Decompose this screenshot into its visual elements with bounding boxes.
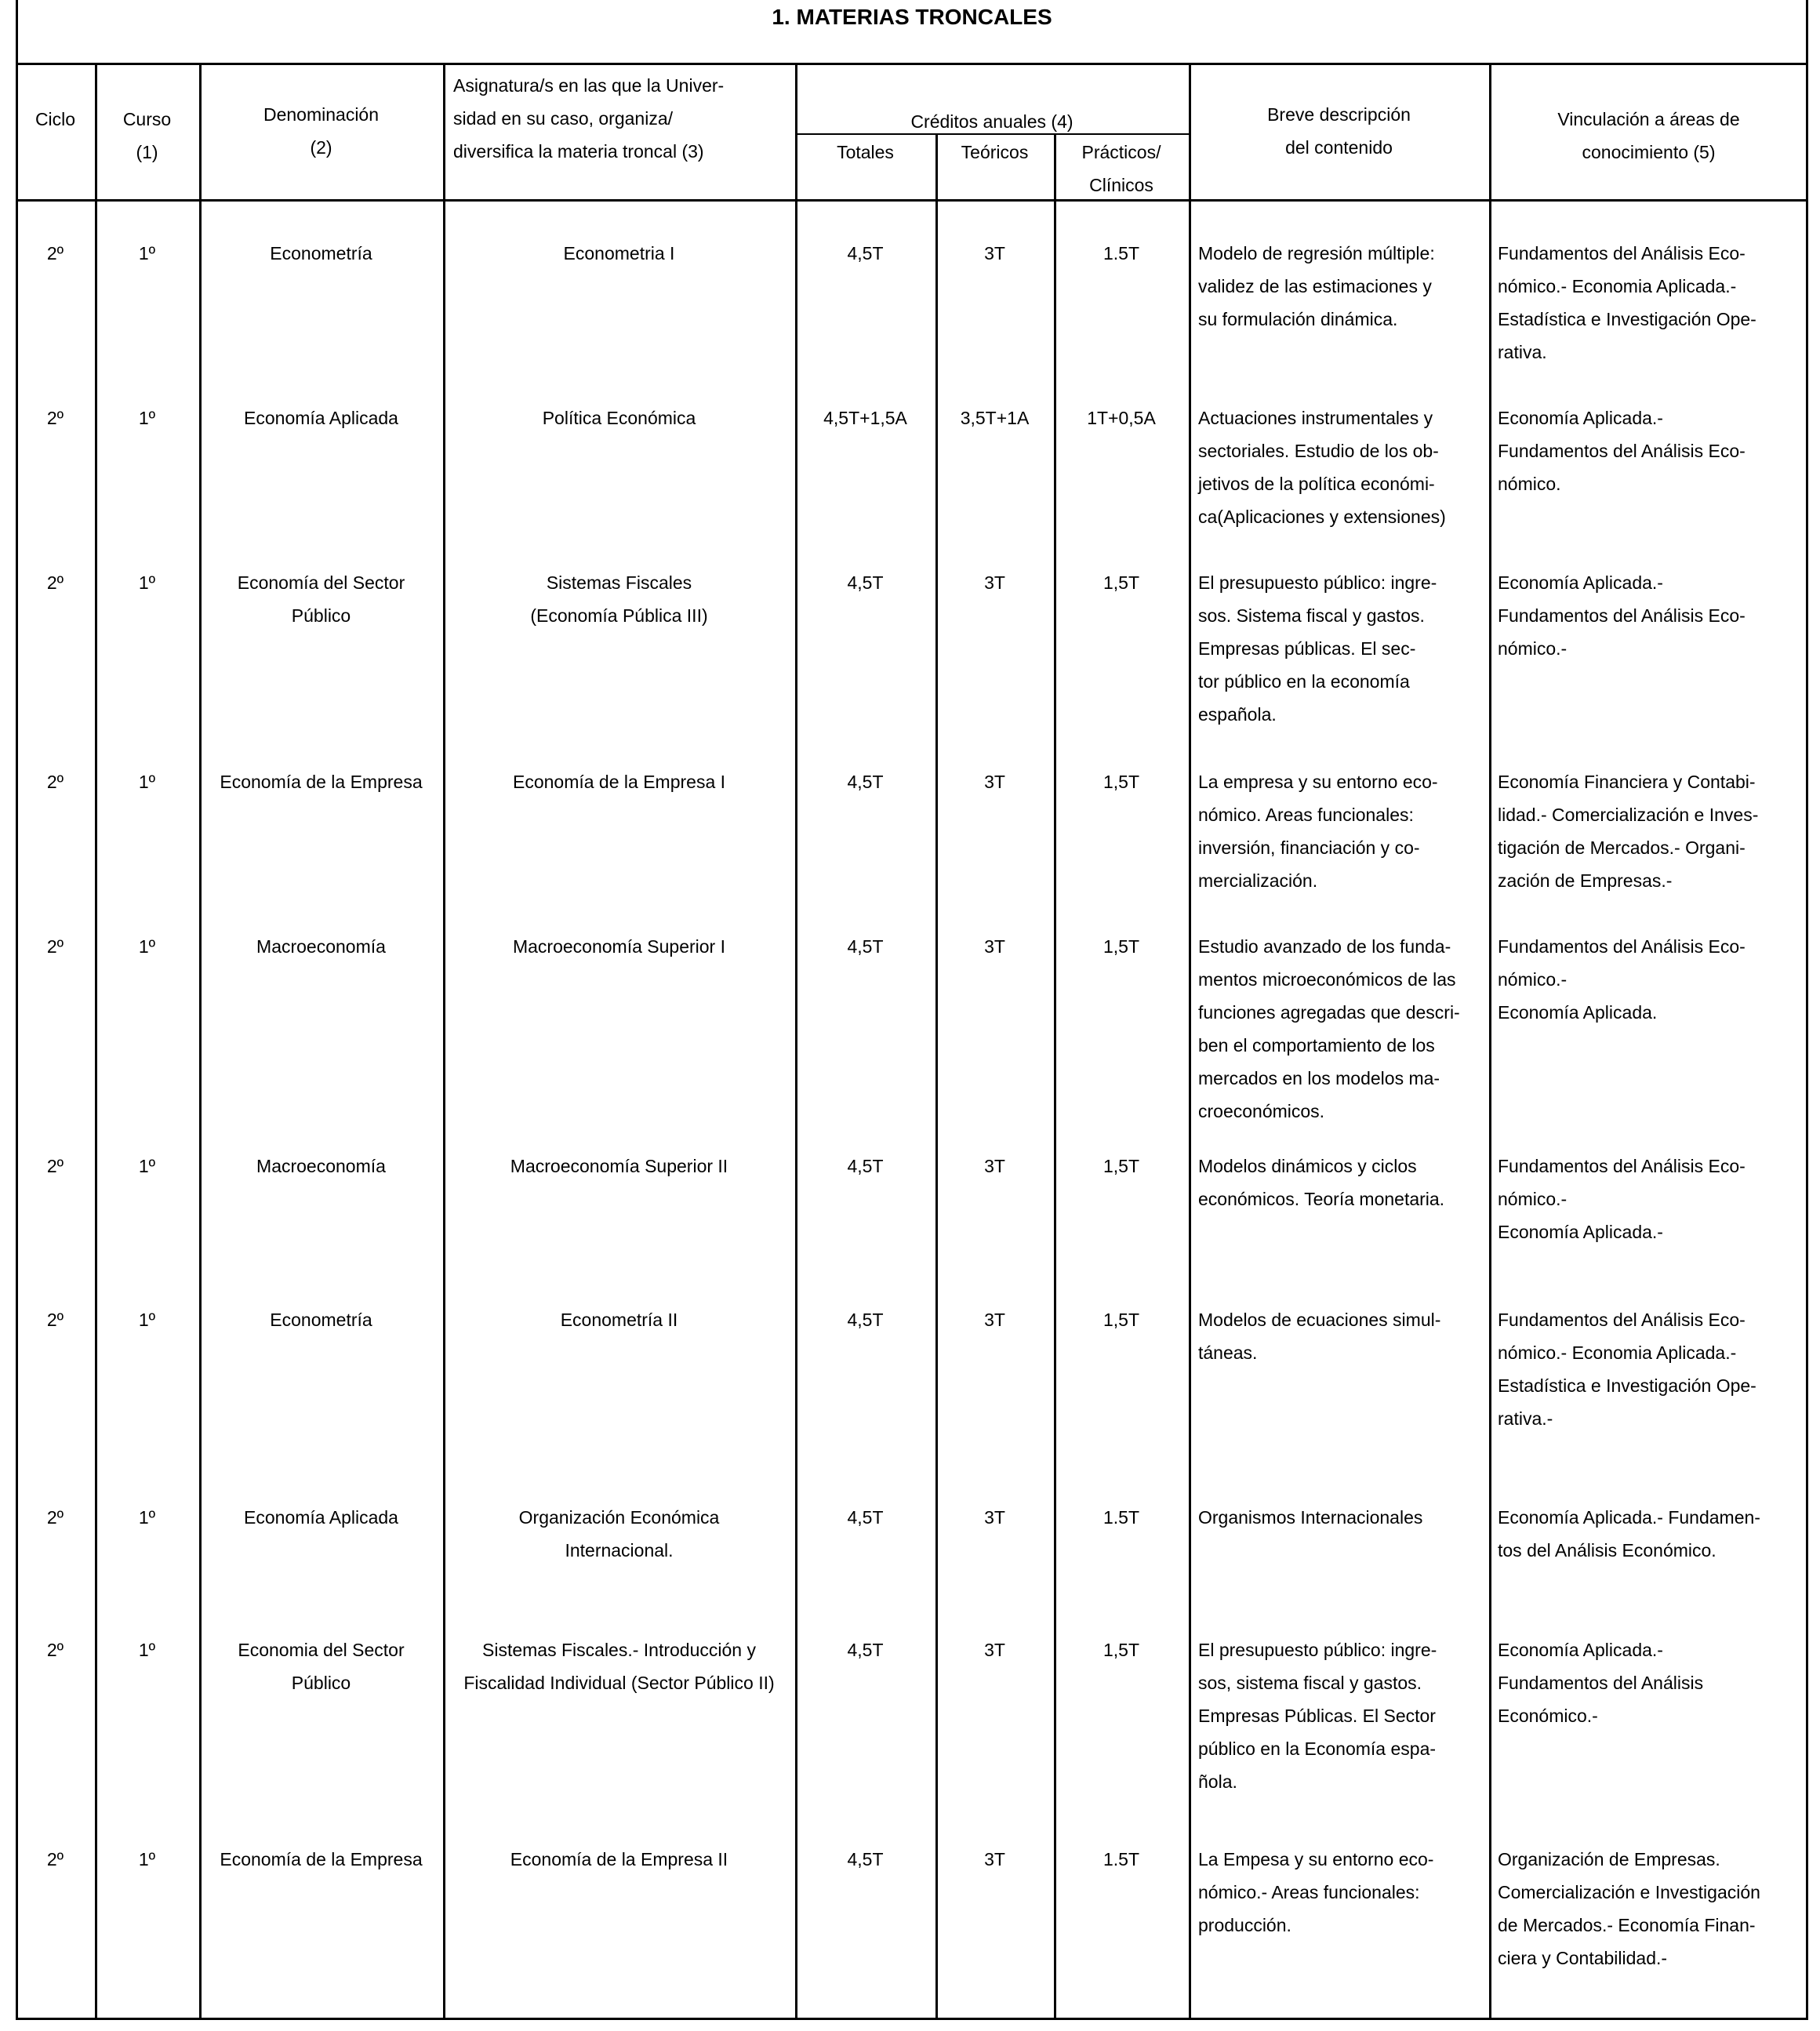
cell-vinculacion-line: Fundamentos del Análisis Eco- xyxy=(1498,243,1746,263)
cell-vinculacion xyxy=(1498,1843,1805,1975)
cell-asignatura-line: Macroeconomía Superior I xyxy=(512,936,725,957)
cell-descripcion-line: española. xyxy=(1198,704,1277,725)
cell-vinculacion xyxy=(1498,566,1805,665)
cell-descripcion-line: mercialización. xyxy=(1198,870,1318,891)
cell-vinculacion-line: rativa.- xyxy=(1498,1408,1553,1429)
cell-descripcion-line: económicos. Teoría monetaria. xyxy=(1198,1189,1445,1209)
cell-denominacion xyxy=(199,1150,443,1183)
cell-asignatura xyxy=(443,566,795,632)
cell-vinculacion-line: Organización de Empresas. xyxy=(1498,1849,1720,1869)
cell-asignatura-line: Política Económica xyxy=(542,408,696,428)
header-denominacion xyxy=(199,98,443,164)
header-vinculacion-line: Vinculación a áreas de xyxy=(1557,109,1740,129)
cell-curso: 1º xyxy=(138,408,156,428)
cell-practicos: 1,5T xyxy=(1103,1156,1140,1176)
cell-vinculacion-line: tos del Análisis Económico. xyxy=(1498,1540,1716,1560)
col-divider xyxy=(1189,63,1191,2020)
col-divider xyxy=(443,63,445,2020)
cell-curso: 1º xyxy=(138,936,156,957)
cell-denominacion xyxy=(199,237,443,270)
cell-curso: 1º xyxy=(138,1310,156,1330)
cell-vinculacion-line: tigación de Mercados.- Organi- xyxy=(1498,837,1746,858)
cell-vinculacion-line: Economía Aplicada.- xyxy=(1498,572,1663,593)
cell-ciclo: 2º xyxy=(46,772,64,792)
cell-ciclo: 2º xyxy=(46,572,64,593)
cell-vinculacion-line: Economía Aplicada.- xyxy=(1498,1640,1663,1660)
cell-teoricos: 3T xyxy=(984,572,1005,593)
cell-ciclo: 2º xyxy=(46,1849,64,1869)
cell-ciclo: 2º xyxy=(46,1156,64,1176)
cell-vinculacion xyxy=(1498,765,1805,897)
cell-denominacion-line: Economía Aplicada xyxy=(244,1507,398,1528)
cell-descripcion-line: validez de las estimaciones y xyxy=(1198,276,1432,296)
cell-denominacion xyxy=(199,1501,443,1534)
cell-descripcion-line: sos. Sistema fiscal y gastos. xyxy=(1198,605,1425,626)
header-practicos-line: Clínicos xyxy=(1089,175,1153,195)
cell-curso: 1º xyxy=(138,1507,156,1528)
cell-vinculacion-line: Fundamentos del Análisis Eco- xyxy=(1498,936,1746,957)
cell-asignatura xyxy=(443,1843,795,1876)
header-teoricos: Teóricos xyxy=(961,142,1029,162)
cell-descripcion-line: nómico.- Areas funcionales: xyxy=(1198,1882,1420,1902)
cell-asignatura xyxy=(443,1150,795,1183)
cell-denominacion xyxy=(199,1843,443,1876)
cell-ciclo: 2º xyxy=(46,1640,64,1660)
cell-teoricos: 3T xyxy=(984,1310,1005,1330)
cell-teoricos: 3,5T+1A xyxy=(960,408,1030,428)
cell-ciclo: 2º xyxy=(46,408,64,428)
cell-vinculacion-line: Estadística e Investigación Ope- xyxy=(1498,309,1756,329)
cell-teoricos: 3T xyxy=(984,1849,1005,1869)
header-curso-line: (1) xyxy=(136,142,158,162)
cell-asignatura xyxy=(443,237,795,270)
table-title: 1. MATERIAS TRONCALES xyxy=(18,0,1806,65)
cell-practicos: 1,5T xyxy=(1103,936,1140,957)
cell-teoricos: 3T xyxy=(984,1507,1005,1528)
cell-denominacion xyxy=(199,765,443,798)
header-creditos: Créditos anuales (4) xyxy=(910,111,1073,132)
cell-vinculacion-line: Comercialización e Investigación xyxy=(1498,1882,1760,1902)
header-descripcion xyxy=(1189,98,1489,164)
header-ciclo: Ciclo xyxy=(35,109,76,129)
cell-curso: 1º xyxy=(138,772,156,792)
header-practicos xyxy=(1054,136,1189,202)
cell-descripcion-line: La Empesa y su entorno eco- xyxy=(1198,1849,1434,1869)
cell-teoricos: 3T xyxy=(984,772,1005,792)
col-divider xyxy=(95,63,97,2020)
cell-vinculacion-line: Fundamentos del Análisis Eco- xyxy=(1498,1310,1746,1330)
cell-denominacion-line: Econometría xyxy=(270,243,372,263)
cell-asignatura-line: Organización Económica xyxy=(518,1507,720,1528)
cell-asignatura-line: Econometria I xyxy=(563,243,675,263)
cell-denominacion xyxy=(199,1633,443,1699)
cell-vinculacion xyxy=(1498,1633,1805,1732)
cell-asignatura-line: Econometría II xyxy=(560,1310,678,1330)
cell-vinculacion-line: Fundamentos del Análisis Eco- xyxy=(1498,1156,1746,1176)
cell-descripcion-line: nómico. Areas funcionales: xyxy=(1198,805,1414,825)
cell-denominacion-line: Público xyxy=(291,1673,351,1693)
cell-descripcion-line: La empresa y su entorno eco- xyxy=(1198,772,1438,792)
cell-descripcion xyxy=(1198,566,1485,731)
cell-practicos: 1.5T xyxy=(1103,1507,1140,1528)
cell-vinculacion-line: lidad.- Comercialización e Inves- xyxy=(1498,805,1759,825)
cell-descripcion xyxy=(1198,930,1485,1128)
cell-vinculacion-line: Fundamentos del Análisis xyxy=(1498,1673,1704,1693)
cell-vinculacion-line: Economía Aplicada.- xyxy=(1498,408,1663,428)
cell-denominacion-line: Economía Aplicada xyxy=(244,408,398,428)
header-asignatura-line: Asignatura/s en las que la Univer- xyxy=(453,75,725,96)
cell-descripcion-line: El presupuesto público: ingre- xyxy=(1198,1640,1437,1660)
cell-practicos: 1T+0,5A xyxy=(1087,408,1156,428)
cell-vinculacion-line: zación de Empresas.- xyxy=(1498,870,1673,891)
cell-descripcion-line: funciones agregadas que descri- xyxy=(1198,1002,1460,1023)
cell-descripcion-line: público en la Economía espa- xyxy=(1198,1739,1437,1759)
cell-totales: 4,5T xyxy=(847,936,884,957)
header-denominacion-line: (2) xyxy=(310,137,332,158)
cell-curso: 1º xyxy=(138,572,156,593)
cell-descripcion-line: jetivos de la política económi- xyxy=(1198,474,1435,494)
cell-descripcion-line: Actuaciones instrumentales y xyxy=(1198,408,1433,428)
cell-asignatura xyxy=(443,401,795,434)
header-asignatura-line: sidad en su caso, organiza/ xyxy=(453,108,674,129)
cell-teoricos: 3T xyxy=(984,243,1005,263)
header-vinculacion xyxy=(1489,103,1808,169)
col-divider xyxy=(795,63,797,2020)
cell-asignatura-line: Internacional. xyxy=(565,1540,674,1560)
cell-descripcion-line: táneas. xyxy=(1198,1342,1258,1363)
cell-practicos: 1,5T xyxy=(1103,1310,1140,1330)
header-vinculacion-line: conocimiento (5) xyxy=(1582,142,1716,162)
cell-vinculacion xyxy=(1498,237,1805,369)
cell-curso: 1º xyxy=(138,1156,156,1176)
cell-descripcion-line: tor público en la economía xyxy=(1198,671,1410,692)
col-divider xyxy=(1489,63,1491,2020)
cell-descripcion-line: ca(Aplicaciones y extensiones) xyxy=(1198,507,1446,527)
cell-vinculacion xyxy=(1498,930,1805,1029)
cell-practicos: 1.5T xyxy=(1103,1849,1140,1869)
cell-vinculacion-line: nómico.- xyxy=(1498,1189,1568,1209)
cell-descripcion-line: su formulación dinámica. xyxy=(1198,309,1398,329)
cell-vinculacion xyxy=(1498,1303,1805,1435)
cell-vinculacion-line: Economía Aplicada. xyxy=(1498,1002,1658,1023)
cell-totales: 4,5T xyxy=(847,1507,884,1528)
cell-descripcion-line: inversión, financiación y co- xyxy=(1198,837,1420,858)
cell-descripcion-line: Modelos dinámicos y ciclos xyxy=(1198,1156,1417,1176)
cell-asignatura-line: Economía de la Empresa I xyxy=(512,772,726,792)
cell-totales: 4,5T xyxy=(847,1640,884,1660)
cell-denominacion xyxy=(199,930,443,963)
cell-asignatura-line: Sistemas Fiscales xyxy=(546,572,692,593)
cell-vinculacion-line: Economía Aplicada.- Fundamen- xyxy=(1498,1507,1760,1528)
cell-practicos: 1,5T xyxy=(1103,772,1140,792)
header-practicos-line: Prácticos/ xyxy=(1081,142,1161,162)
cell-asignatura xyxy=(443,765,795,798)
cell-totales: 4,5T xyxy=(847,572,884,593)
cell-denominacion-line: Economia del Sector xyxy=(238,1640,405,1660)
cell-vinculacion-line: nómico. xyxy=(1498,474,1561,494)
cell-ciclo: 2º xyxy=(46,243,64,263)
header-bottom-line xyxy=(16,199,1808,202)
cell-descripcion-line: sos, sistema fiscal y gastos. xyxy=(1198,1673,1422,1693)
cell-descripcion-line: ñola. xyxy=(1198,1771,1237,1792)
cell-teoricos: 3T xyxy=(984,936,1005,957)
cell-descripcion-line: Empresas Públicas. El Sector xyxy=(1198,1706,1436,1726)
cell-denominacion-line: Economía de la Empresa xyxy=(220,1849,423,1869)
cell-asignatura xyxy=(443,1303,795,1336)
cell-descripcion-line: El presupuesto público: ingre- xyxy=(1198,572,1437,593)
cell-vinculacion-line: Fundamentos del Análisis Eco- xyxy=(1498,605,1746,626)
cell-descripcion-line: Estudio avanzado de los funda- xyxy=(1198,936,1451,957)
col-divider xyxy=(199,63,202,2020)
cell-vinculacion-line: nómico.- xyxy=(1498,638,1568,659)
cell-asignatura-line: (Economía Pública III) xyxy=(530,605,708,626)
cell-ciclo: 2º xyxy=(46,936,64,957)
cell-totales: 4,5T xyxy=(847,1849,884,1869)
cell-descripcion xyxy=(1198,765,1485,897)
cell-denominacion-line: Econometría xyxy=(270,1310,372,1330)
cell-asignatura-line: Fiscalidad Individual (Sector Público II) xyxy=(463,1673,775,1693)
header-curso xyxy=(95,103,199,169)
cell-descripcion xyxy=(1198,1633,1485,1798)
cell-denominacion-line: Público xyxy=(291,605,351,626)
cell-curso: 1º xyxy=(138,1849,156,1869)
header-totales: Totales xyxy=(837,142,894,162)
cell-asignatura xyxy=(443,1501,795,1567)
cell-totales: 4,5T xyxy=(847,772,884,792)
cell-denominacion xyxy=(199,1303,443,1336)
cell-curso: 1º xyxy=(138,243,156,263)
cell-descripcion xyxy=(1198,1303,1485,1369)
cell-ciclo: 2º xyxy=(46,1507,64,1528)
cell-descripcion-line: Modelos de ecuaciones simul- xyxy=(1198,1310,1441,1330)
cell-vinculacion xyxy=(1498,401,1805,500)
cell-vinculacion-line: nómico.- xyxy=(1498,969,1568,990)
cell-asignatura-line: Economía de la Empresa II xyxy=(510,1849,728,1869)
cell-practicos: 1,5T xyxy=(1103,1640,1140,1660)
cell-denominacion-line: Macroeconomía xyxy=(256,936,386,957)
header-descripcion-line: del contenido xyxy=(1285,137,1393,158)
cell-practicos: 1.5T xyxy=(1103,243,1140,263)
cell-descripcion-line: croeconómicos. xyxy=(1198,1101,1325,1121)
cell-teoricos: 3T xyxy=(984,1640,1005,1660)
cell-denominacion-line: Macroeconomía xyxy=(256,1156,386,1176)
cell-denominacion xyxy=(199,401,443,434)
cell-asignatura xyxy=(443,1633,795,1699)
cell-vinculacion-line: de Mercados.- Economía Finan- xyxy=(1498,1915,1756,1935)
cell-vinculacion-line: Economía Financiera y Contabi- xyxy=(1498,772,1756,792)
cell-ciclo: 2º xyxy=(46,1310,64,1330)
cell-vinculacion-line: rativa. xyxy=(1498,342,1547,362)
cell-descripcion-line: producción. xyxy=(1198,1915,1291,1935)
cell-curso: 1º xyxy=(138,1640,156,1660)
cell-practicos: 1,5T xyxy=(1103,572,1140,593)
cell-descripcion xyxy=(1198,1843,1485,1942)
cell-teoricos: 3T xyxy=(984,1156,1005,1176)
cell-vinculacion-line: nómico.- Economia Aplicada.- xyxy=(1498,276,1737,296)
cell-totales: 4,5T+1,5A xyxy=(823,408,907,428)
cell-totales: 4,5T xyxy=(847,1310,884,1330)
cell-vinculacion-line: Estadística e Investigación Ope- xyxy=(1498,1375,1756,1396)
cell-vinculacion-line: Fundamentos del Análisis Eco- xyxy=(1498,441,1746,461)
cell-descripcion-line: Organismos Internacionales xyxy=(1198,1507,1423,1528)
cell-descripcion-line: Modelo de regresión múltiple: xyxy=(1198,243,1435,263)
cell-descripcion xyxy=(1198,401,1485,533)
cell-descripcion xyxy=(1198,1501,1485,1534)
cell-vinculacion-line: nómico.- Economia Aplicada.- xyxy=(1498,1342,1737,1363)
cell-asignatura-line: Macroeconomía Superior II xyxy=(510,1156,728,1176)
cell-vinculacion-line: Económico.- xyxy=(1498,1706,1598,1726)
cell-totales: 4,5T xyxy=(847,243,884,263)
cell-descripcion xyxy=(1198,237,1485,336)
cell-asignatura-line: Sistemas Fiscales.- Introducción y xyxy=(482,1640,756,1660)
cell-vinculacion xyxy=(1498,1501,1805,1567)
cell-vinculacion xyxy=(1498,1150,1805,1248)
cell-denominacion-line: Economía de la Empresa xyxy=(220,772,423,792)
header-curso-line: Curso xyxy=(122,109,172,129)
header-descripcion-line: Breve descripción xyxy=(1267,104,1411,125)
header-asignatura xyxy=(453,69,795,168)
cell-totales: 4,5T xyxy=(847,1156,884,1176)
cell-descripcion-line: mercados en los modelos ma- xyxy=(1198,1068,1440,1088)
cell-asignatura xyxy=(443,930,795,963)
cell-descripcion-line: Empresas públicas. El sec- xyxy=(1198,638,1416,659)
cell-descripcion xyxy=(1198,1150,1485,1215)
cell-vinculacion-line: ciera y Contabilidad.- xyxy=(1498,1948,1668,1968)
cell-descripcion-line: mentos microeconómicos de las xyxy=(1198,969,1456,990)
header-denominacion-line: Denominación xyxy=(263,104,380,125)
cell-vinculacion-line: Economía Aplicada.- xyxy=(1498,1222,1663,1242)
cell-denominacion xyxy=(199,566,443,632)
cell-descripcion-line: ben el comportamiento de los xyxy=(1198,1035,1435,1055)
cell-descripcion-line: sectoriales. Estudio de los ob- xyxy=(1198,441,1439,461)
header-asignatura-line: diversifica la materia troncal (3) xyxy=(453,141,704,162)
cell-denominacion-line: Economía del Sector xyxy=(237,572,405,593)
